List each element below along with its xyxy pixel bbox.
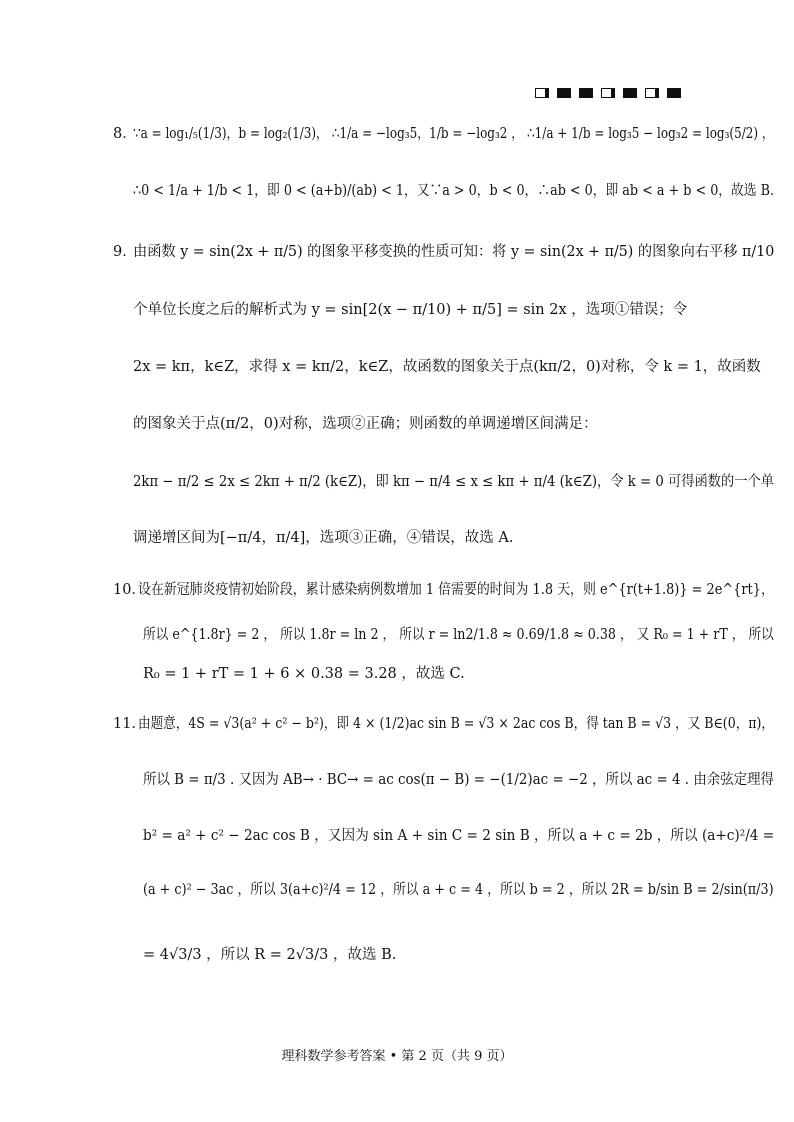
q9-line: 由函数 y = sin(2x + π/5) 的图象平移变换的性质可知：将 y = sin(2x + π/5) 的图象向右平移 π/10 — [133, 244, 775, 260]
q8-number: 8． — [113, 126, 137, 142]
q9-line: 2kπ − π/2 ≤ 2x ≤ 2kπ + π/2 (k∈Z)，即 kπ − π/4 ≤ x ≤ kπ + π/4 (k∈Z)，令 k = 0 可得函数的一个单 — [133, 474, 775, 490]
q9-line: 调递增区间为[−π/4，π/4]，选项③正确，④错误，故选 A. — [133, 530, 514, 546]
page-footer: 理科数学参考答案 • 第 2 页（共 9 页） — [281, 1049, 513, 1064]
q11-line: b² = a² + c² − 2ac cos B ，又因为 sin A + sin C = 2 sin B ，所以 a + c = 2b ，所以 (a+c)²/4 = — [143, 828, 775, 844]
header-mark-solid — [557, 88, 571, 98]
q11-line: (a + c)² − 3ac ，所以 3(a+c)²/4 = 12 ，所以 a + c = 4 ，所以 b = 2 ，所以 2R = b/sin B = 2/sin(π/3) — [143, 882, 774, 898]
q9-line: 的图象关于点(π/2，0)对称，选项②正确；则函数的单调递增区间满足： — [133, 416, 598, 432]
header-mark-open — [535, 88, 549, 98]
q11-line: = 4√3/3 ，所以 R = 2√3/3 ，故选 B. — [143, 947, 397, 963]
header-mark-solid — [623, 88, 637, 98]
header-mark-open — [645, 88, 659, 98]
q10-line: 所以 e^{1.8r} = 2 ， 所以 1.8r = ln 2 ， 所以 r = ln2/1.8 ≈ 0.69/1.8 ≈ 0.38 ， 又 R₀ = 1 + rT ， 所以 — [143, 627, 774, 643]
q9-line: 2x = kπ，k∈Z，求得 x = kπ/2，k∈Z，故函数的图象关于点(kπ/2，0)对称，令 k = 1，故函数 — [133, 359, 761, 375]
q9-number: 9． — [113, 244, 137, 260]
q8-line: ∴0 < 1/a + 1/b < 1，即 0 < (a+b)/(ab) < 1，又∵a > 0，b < 0，∴ab < 0，即 ab < a + b < 0，故选 B. — [133, 183, 775, 199]
q10-line: R₀ = 1 + rT = 1 + 6 × 0.38 = 3.28 ，故选 C. — [143, 666, 465, 682]
header-marks — [535, 88, 681, 98]
header-mark-solid — [667, 88, 681, 98]
header-mark-open — [601, 88, 615, 98]
q8-line: ∵a = log₁/₅(1/3)，b = log₂(1/3)， ∴1/a = −log₃5，1/b = −log₃2 ， ∴1/a + 1/b = log₃5 − log₃2 = log₃(5/2) ， — [133, 126, 774, 142]
q11-line: 由题意，4S = √3(a² + c² − b²)，即 4 × (1/2)ac sin B = √3 × 2ac cos B，得 tan B = √3 ，又 B∈(0，π)， — [138, 716, 774, 732]
q10-number: 10． — [113, 582, 146, 598]
q11-line: 所以 B = π/3 . 又因为 AB→ · BC→ = ac cos(π − B) = −(1/2)ac = −2 ，所以 ac = 4 . 由余弦定理得 — [143, 772, 774, 788]
q10-line: 设在新冠肺炎疫情初始阶段，累计感染病例数增加 1 倍需要的时间为 1.8 天，则 e^{r(t+1.8)} = 2e^{rt}， — [138, 582, 774, 598]
q11-number: 11． — [113, 716, 146, 732]
q9-line: 个单位长度之后的解析式为 y = sin[2(x − π/10) + π/5] = sin 2x ，选项①错误；令 — [133, 302, 688, 318]
header-mark-solid — [579, 88, 593, 98]
